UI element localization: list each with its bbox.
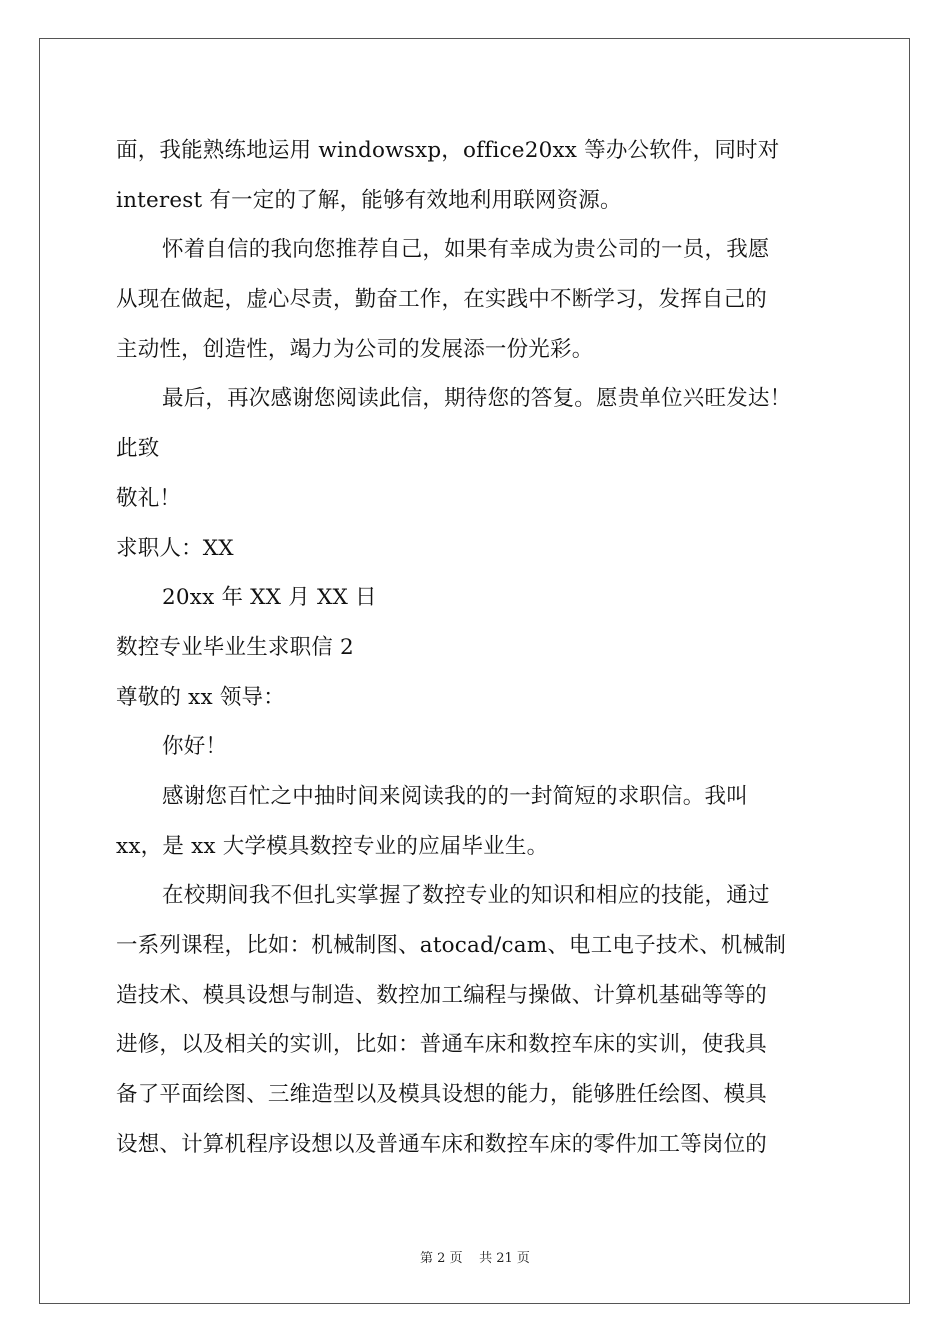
text-line: 在校期间我不但扎实掌握了数控专业的知识和相应的技能，通过 — [162, 883, 770, 909]
text-line: xx，是 xx 大学模具数控专业的应届毕业生。 — [116, 833, 549, 859]
text-line: 怀着自信的我向您推荐自己，如果有幸成为贵公司的一员，我愿 — [162, 237, 770, 263]
text-line: 主动性，创造性，竭力为公司的发展添一份光彩。 — [116, 336, 594, 362]
text-line: 设想、计算机程序设想以及普通车床和数控车床的零件加工等岗位的 — [116, 1131, 768, 1157]
total-pages: 共 21 页 — [479, 1251, 530, 1266]
text-line: 进修，以及相关的实训，比如：普通车床和数控车床的实训，使我具 — [116, 1032, 768, 1058]
text-line: 感谢您百忙之中抽时间来阅读我的的一封简短的求职信。我叫 — [162, 783, 748, 809]
page-footer — [0, 1247, 950, 1266]
page-number: 第 2 页 — [420, 1251, 463, 1266]
text-line: 一系列课程，比如：机械制图、atocad/cam、电工电子技术、机械制 — [116, 933, 787, 958]
applicant-signature: 求职人：XX — [116, 535, 234, 561]
text-line: 面，我能熟练地运用 windowsxp，office20xx 等办公软件，同时对 — [116, 138, 780, 163]
text-line: 备了平面绘图、三维造型以及模具设想的能力，能够胜任绘图、模具 — [116, 1082, 768, 1108]
text-line: 从现在做起，虚心尽责，勤奋工作，在实践中不断学习，发挥自己的 — [116, 287, 768, 313]
greeting: 你好！ — [162, 734, 228, 760]
letter-date: 20xx 年 XX 月 XX 日 — [162, 585, 377, 611]
section-title: 数控专业毕业生求职信 2 — [116, 634, 354, 660]
letter-salutation: 尊敬的 xx 领导： — [116, 684, 285, 710]
closing-salutation: 此致 — [116, 436, 160, 462]
text-line: 造技术、模具设想与制造、数控加工编程与操做、计算机基础等等的 — [116, 982, 768, 1008]
closing-regards: 敬礼！ — [116, 485, 182, 511]
document-body — [116, 126, 836, 1169]
text-line: interest 有一定的了解，能够有效地利用联网资源。 — [116, 187, 622, 213]
text-line: 最后，再次感谢您阅读此信，期待您的答复。愿贵单位兴旺发达！ — [162, 386, 792, 412]
